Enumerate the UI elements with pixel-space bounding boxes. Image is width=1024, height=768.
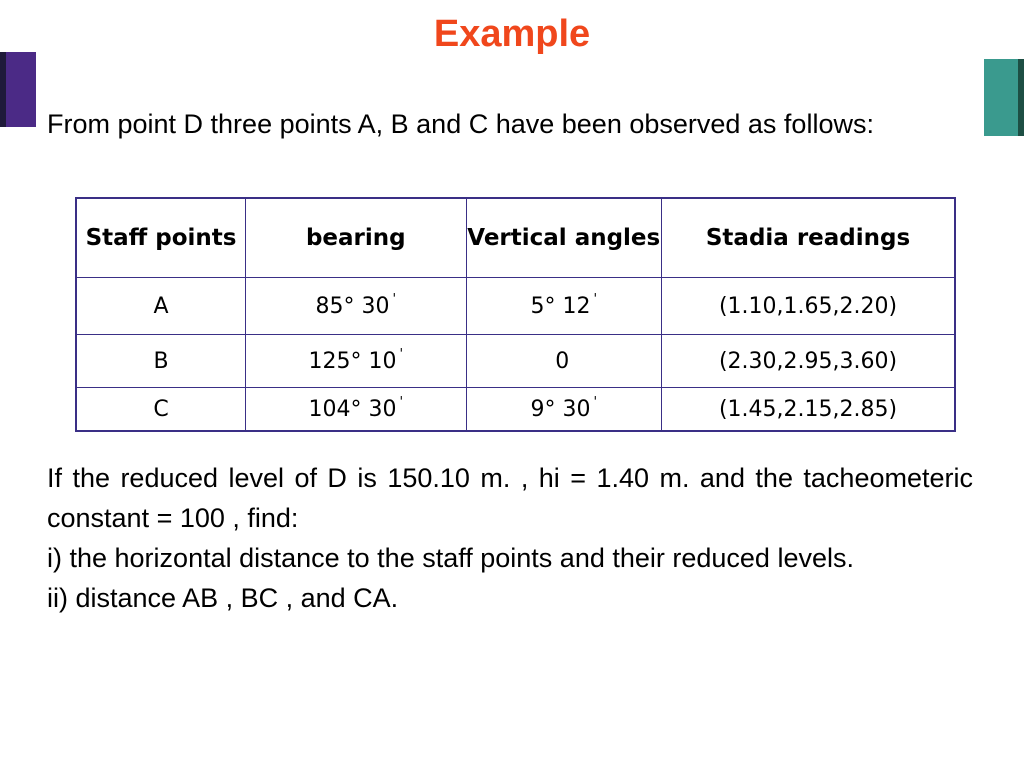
header-vertical-angles: Vertical angles xyxy=(466,198,662,278)
intro-paragraph: From point D three points A, B and C have been observed as follows: xyxy=(47,109,874,139)
question-line-part-i: i) the horizontal distance to the staff points and their reduced levels. xyxy=(47,543,854,573)
cell-stadia: (2.30,2.95,3.60) xyxy=(662,335,955,388)
vertical-value: 9° 30 xyxy=(530,396,591,422)
right-accent-strip xyxy=(1018,59,1024,136)
header-stadia-readings: Stadia readings xyxy=(662,198,955,278)
left-accent-block xyxy=(6,52,36,127)
cell-bearing xyxy=(246,278,466,335)
left-accent-bar xyxy=(0,52,36,127)
vertical-value: 0 xyxy=(555,348,570,374)
right-accent-bar xyxy=(984,59,1024,136)
bearing-value: 104° 30 xyxy=(308,396,397,422)
bearing-minute-mark: ' xyxy=(399,346,404,362)
bearing-minute-mark: ' xyxy=(392,291,397,307)
bearing-value: 85° 30 xyxy=(315,293,390,319)
cell-bearing xyxy=(246,335,466,388)
vertical-value: 5° 12 xyxy=(530,293,591,319)
table-row xyxy=(76,335,955,388)
question-text xyxy=(47,458,973,618)
table-header-row xyxy=(76,198,955,278)
cell-stadia: (1.45,2.15,2.85) xyxy=(662,388,955,432)
cell-staff: B xyxy=(76,335,246,388)
cell-vertical-angle xyxy=(466,335,662,388)
cell-staff: A xyxy=(76,278,246,335)
slide-title: Example xyxy=(433,13,591,55)
cell-stadia: (1.10,1.65,2.20) xyxy=(662,278,955,335)
question-line-given: If the reduced level of D is 150.10 m. , hi = 1.40 m. and the tacheometeric constant = 100 , find: xyxy=(47,463,973,533)
table-row xyxy=(76,278,955,335)
question-line-part-ii: ii) distance AB , BC , and CA. xyxy=(47,583,399,613)
table-row xyxy=(76,388,955,432)
cell-bearing xyxy=(246,388,466,432)
right-accent-block xyxy=(984,59,1018,136)
header-staff-points: Staff points xyxy=(76,198,246,278)
bearing-minute-mark: ' xyxy=(399,394,404,410)
bearing-value: 125° 10 xyxy=(308,348,397,374)
cell-vertical-angle xyxy=(466,278,662,335)
cell-vertical-angle xyxy=(466,388,662,432)
observations-table xyxy=(75,197,956,432)
header-bearing: bearing xyxy=(246,198,466,278)
vertical-minute-mark: ' xyxy=(593,394,598,410)
cell-staff: C xyxy=(76,388,246,432)
vertical-minute-mark: ' xyxy=(593,291,598,307)
